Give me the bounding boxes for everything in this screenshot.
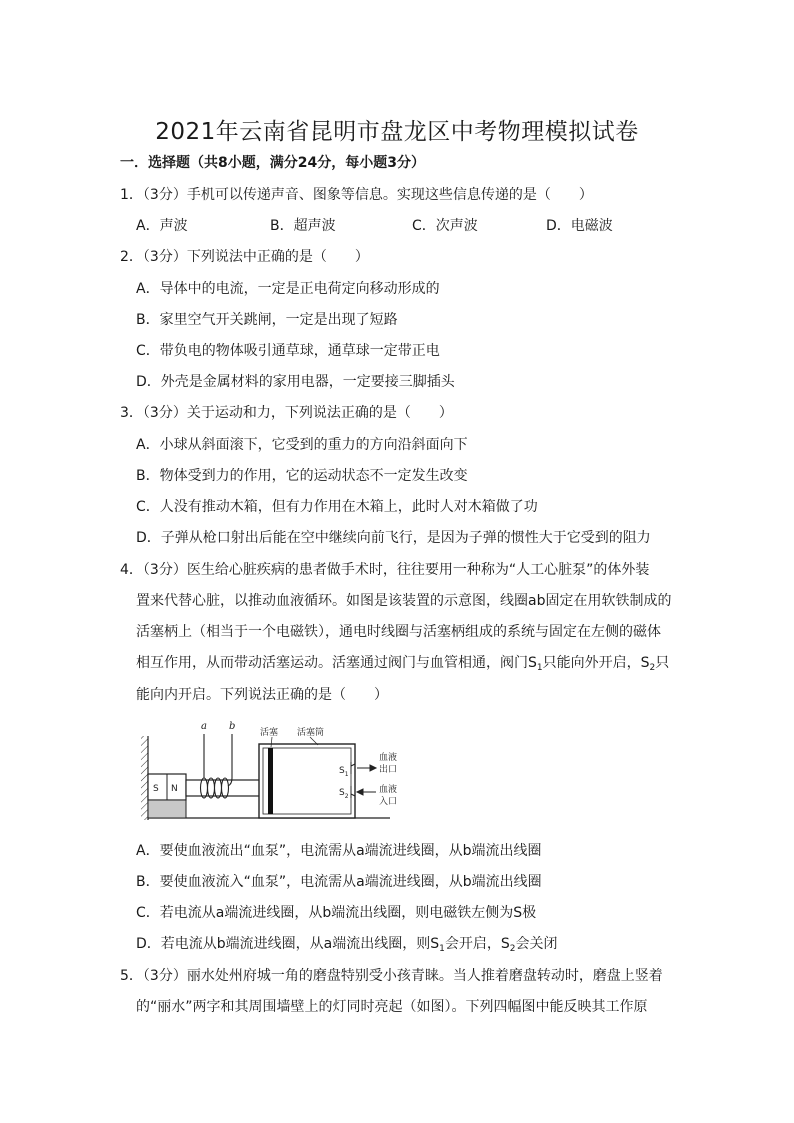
q3-option-b: B．物体受到力的作用，它的运动状态不一定发生改变 — [136, 468, 468, 484]
question-1-options — [136, 215, 696, 235]
q4-option-d: D．若电流从b端流进线圈，从a端流出线圈，则$S_1$会开启，$S_2$会关闭 — [136, 936, 558, 954]
piston — [268, 748, 273, 814]
question-1-stem: 1．（3分）手机可以传递声音、图象等信息。实现这些信息传递的是（ ） — [120, 187, 593, 203]
magnet-n-label: N — [171, 784, 178, 794]
wall — [141, 736, 148, 820]
coil-label-b: b — [229, 721, 236, 732]
q4-option-b: B．要使血液流入“血泵”，电流需从a端流进线圈，从b端流出线圈 — [136, 874, 542, 890]
coil-label-a: a — [201, 721, 207, 732]
magnet-s-label: S — [153, 784, 159, 794]
inlet-label-2: 入口 — [379, 797, 398, 807]
inflow-arrow — [357, 789, 376, 795]
question-4-line-1: 4．（3分）医生给心脏疾病的患者做手术时，往往要用一种称为“人工心脏泵”的体外装 — [120, 562, 650, 578]
question-4-line-3: 活塞柄上（相当于一个电磁铁），通电时线圈与活塞柄组成的系统与固定在左侧的磁体 — [136, 624, 661, 640]
question-5-line-1: 5．（3分）丽水处州府城一角的磨盘特别受小孩青睐。当人推着磨盘转动时，磨盘上竖着 — [120, 968, 663, 984]
q2-option-b: B．家里空气开关跳闸，一定是出现了短路 — [136, 312, 398, 328]
q1-option-b: B．超声波 — [270, 218, 336, 234]
q1-option-d: D．电磁波 — [546, 218, 613, 234]
outlet-label-2: 出口 — [379, 765, 398, 775]
question-4-line-5: 能向内开启。下列说法正确的是（ ） — [136, 687, 388, 703]
q2-option-d: D．外壳是金属材料的家用电器，一定要接三脚插头 — [136, 374, 455, 390]
question-4-line-4: 相互作用，从而带动活塞运动。活塞通过阀门与血管相通，阀门$S_1$只能向外开启，$S_2$只 — [136, 655, 670, 673]
section-heading: 一．选择题（共8小题，满分24分，每小题3分） — [120, 155, 425, 171]
magnet — [148, 774, 186, 818]
q3-option-c: C．人没有推动木箱，但有力作用在木箱上，此时人对木箱做了功 — [136, 499, 538, 515]
outlet-label-1: 血液 — [379, 753, 398, 763]
q4-option-c: C．若电流从a端流进线圈，从b端流出线圈，则电磁铁左侧为S极 — [136, 905, 537, 921]
question-2-stem: 2．（3分）下列说法中正确的是（ ） — [120, 249, 369, 265]
q3-option-d: D．子弹从枪口射出后能在空中继续向前飞行，是因为子弹的惯性大于它受到的阻力 — [136, 530, 651, 546]
inlet-label-1: 血液 — [379, 785, 398, 795]
outflow-arrow — [357, 765, 376, 771]
q1-option-a: A．声波 — [136, 218, 188, 234]
q3-option-a: A．小球从斜面滚下，它受到的重力的方向沿斜面向下 — [136, 437, 468, 453]
page-title: 2021年云南省昆明市盘龙区中考物理模拟试卷 — [155, 119, 639, 145]
valve-s1-label: $S_1$ — [339, 766, 349, 778]
piston-label: 活塞 — [260, 728, 279, 738]
question-3-stem: 3．（3分）关于运动和力，下列说法正确的是（ ） — [120, 405, 453, 421]
q2-option-c: C．带负电的物体吸引通草球，通草球一定带正电 — [136, 343, 440, 359]
q1-option-c: C．次声波 — [412, 218, 478, 234]
cylinder-label: 活塞筒 — [297, 728, 325, 738]
q2-option-a: A．导体中的电流，一定是正电荷定向移动形成的 — [136, 281, 440, 297]
heart-pump-figure — [140, 718, 400, 822]
piston-cylinder — [259, 744, 355, 818]
q4-option-a: A．要使血液流出“血泵”，电流需从a端流进线圈，从b端流出线圈 — [136, 843, 542, 859]
question-4-line-2: 置来代替心脏，以推动血液循环。如图是该装置的示意图，线圈ab固定在用软铁制成的 — [136, 593, 672, 609]
valve-s2-label: $S_2$ — [339, 788, 349, 800]
question-5-line-2: 的“丽水”两字和其周围墙壁上的灯同时亮起（如图）。下列四幅图中能反映其工作原 — [136, 999, 648, 1015]
